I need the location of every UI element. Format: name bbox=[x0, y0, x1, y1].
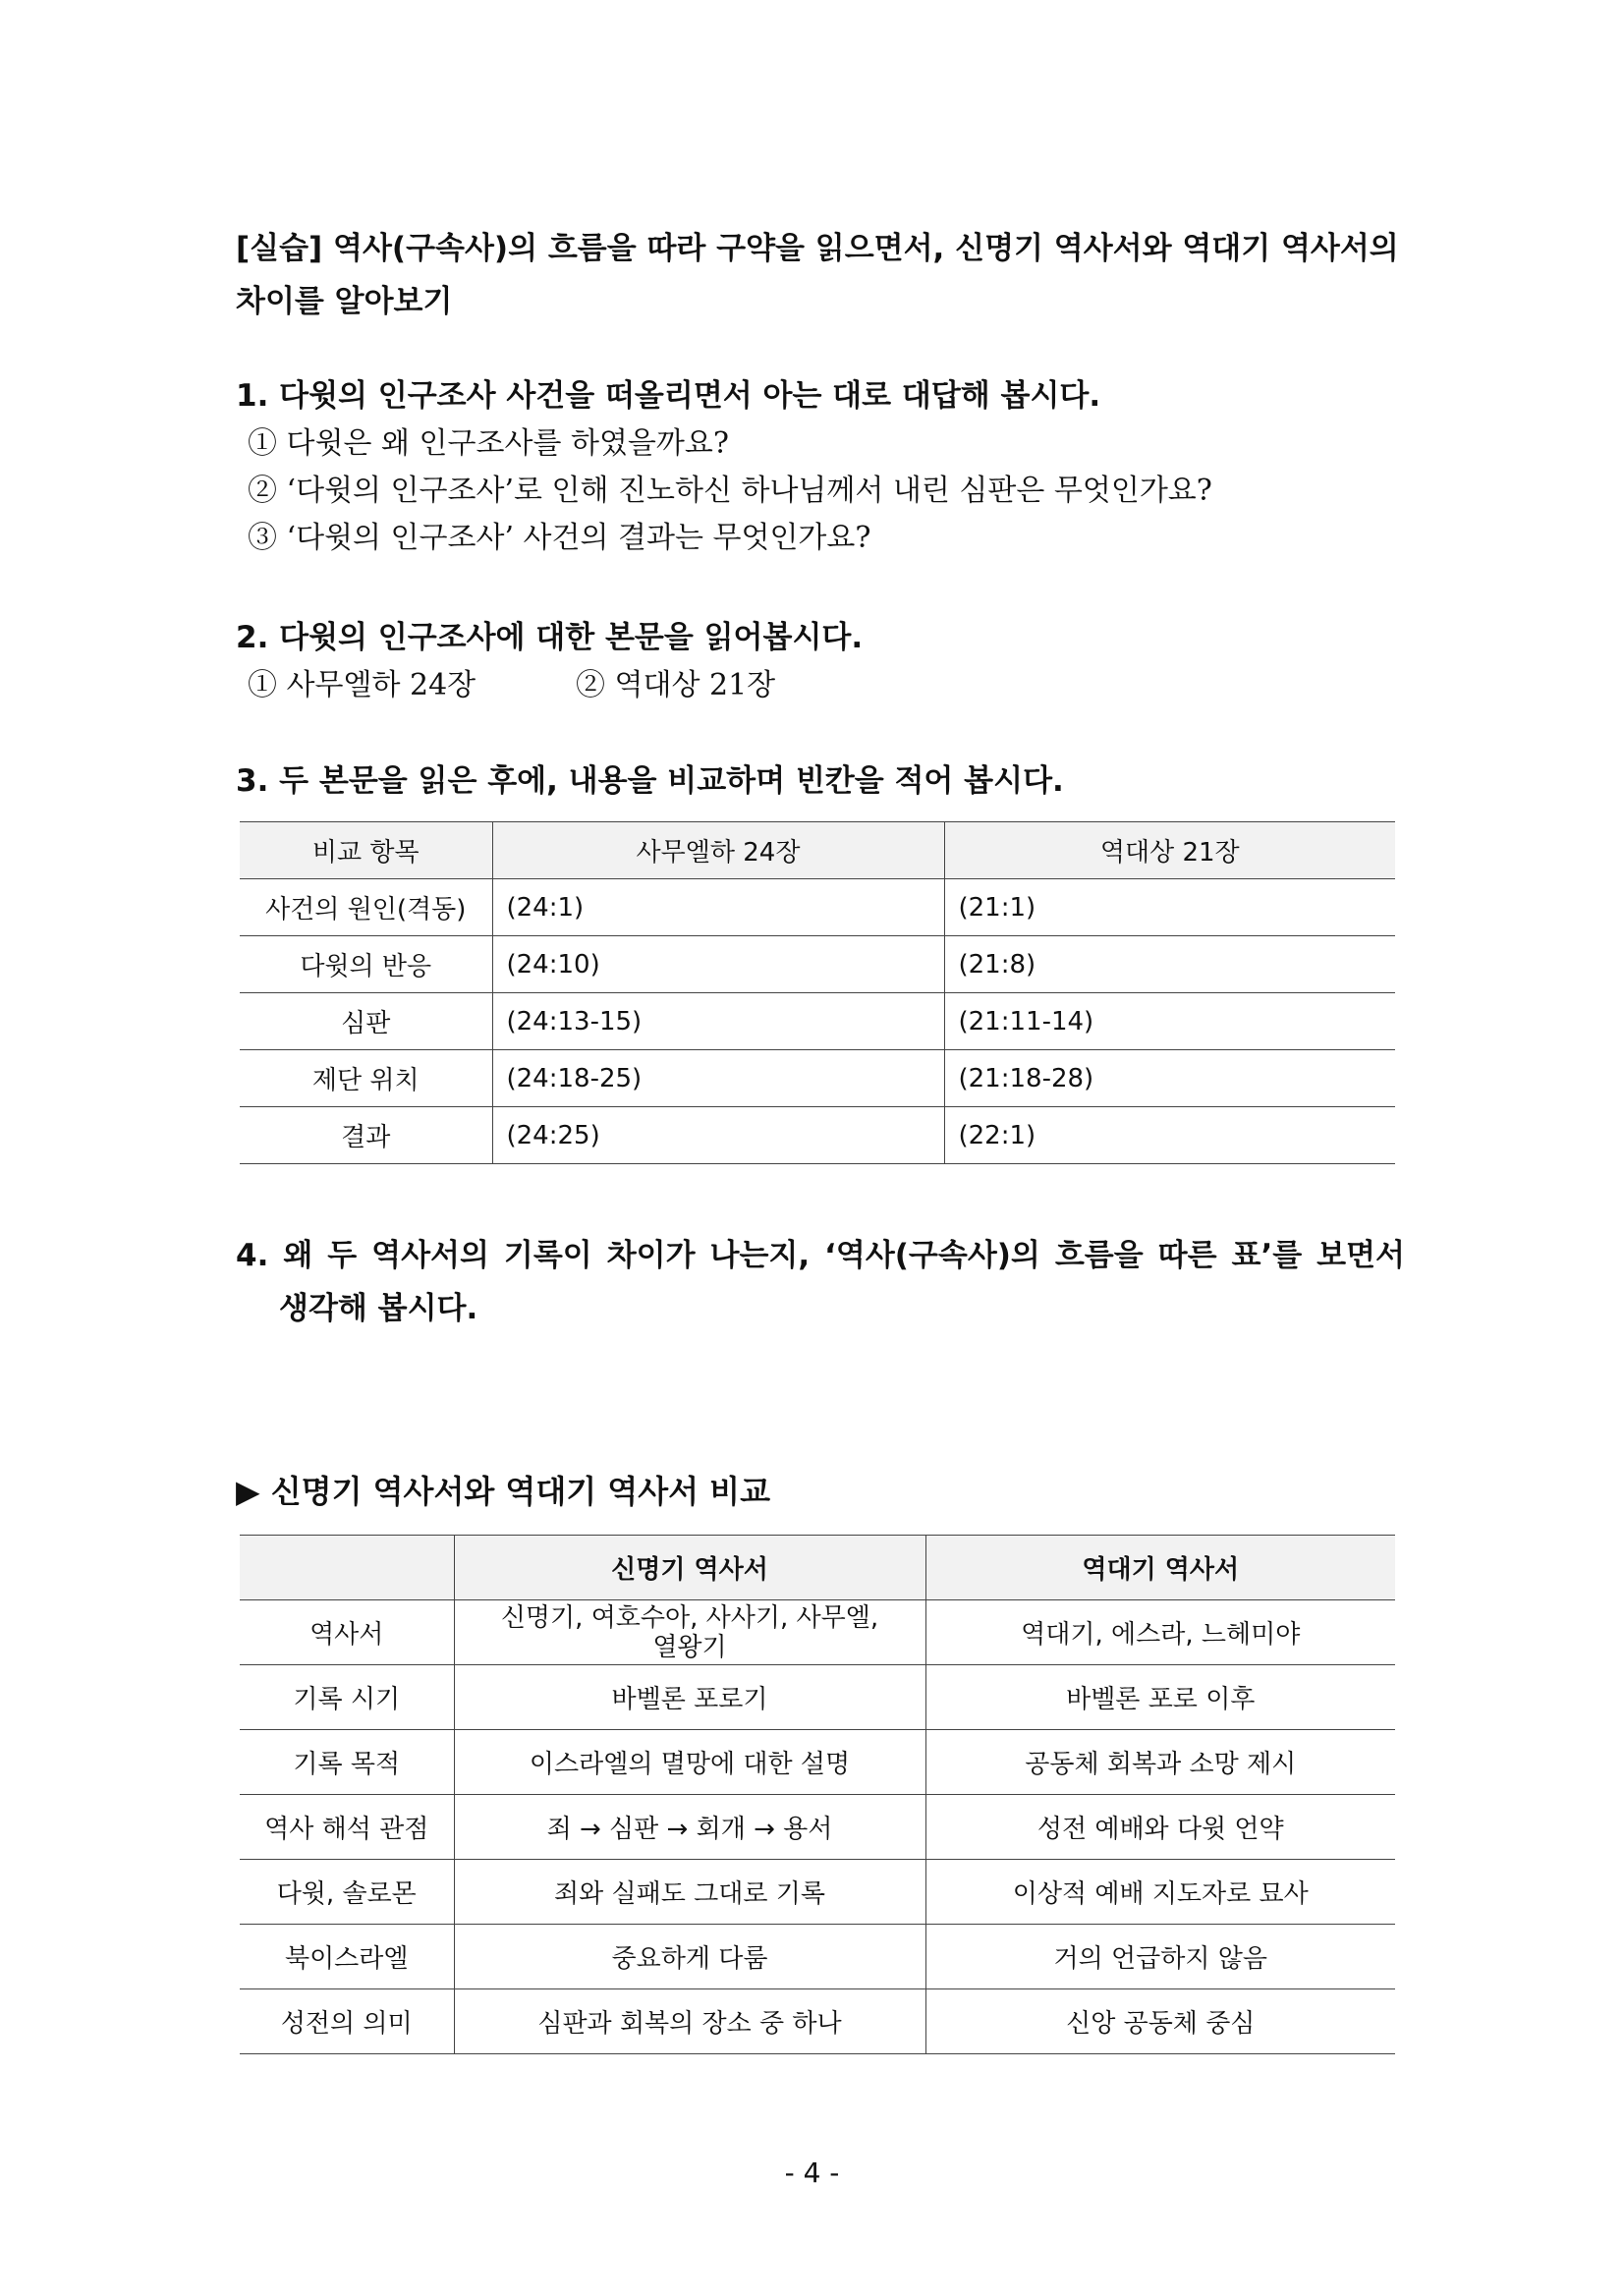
comparison-header-chronicles: 역대상 21장 bbox=[944, 822, 1395, 879]
row-label: 다윗의 반응 bbox=[240, 936, 492, 993]
table-row bbox=[240, 1665, 1395, 1730]
table-row bbox=[240, 1989, 1395, 2054]
history-header-blank bbox=[240, 1536, 454, 1600]
comparison-header-item: 비교 항목 bbox=[240, 822, 492, 879]
deuteronomistic-cell: 심판과 회복의 장소 중 하나 bbox=[454, 1989, 925, 2054]
row-label: 기록 시기 bbox=[240, 1665, 454, 1730]
row-label: 기록 목적 bbox=[240, 1730, 454, 1795]
row-label: 다윗, 솔로몬 bbox=[240, 1860, 454, 1925]
chronicler-cell: 성전 예배와 다윗 언약 bbox=[925, 1795, 1395, 1860]
question-3-title: 3. 두 본문을 읽은 후에, 내용을 비교하며 빈칸을 적어 봅시다. bbox=[236, 763, 1064, 799]
row-label: 제단 위치 bbox=[240, 1050, 492, 1107]
chronicles-reference: (21:1) bbox=[944, 879, 1395, 936]
row-label: 북이스라엘 bbox=[240, 1925, 454, 1989]
table-row bbox=[240, 1730, 1395, 1795]
chronicler-cell: 이상적 예배 지도자로 묘사 bbox=[925, 1860, 1395, 1925]
table-row bbox=[240, 993, 1395, 1050]
practice-heading bbox=[236, 222, 1405, 328]
comparison-table bbox=[240, 821, 1395, 1164]
samuel-reference: (24:18-25) bbox=[492, 1050, 944, 1107]
question-2-item-a: ① 사무엘하 24장 bbox=[248, 668, 476, 702]
row-label: 사건의 원인(격동) bbox=[240, 879, 492, 936]
section-title: ▶ 신명기 역사서와 역대기 역사서 비교 bbox=[236, 1473, 770, 1510]
chronicles-reference: (21:11-14) bbox=[944, 993, 1395, 1050]
chronicler-cell: 거의 언급하지 않음 bbox=[925, 1925, 1395, 1989]
samuel-reference: (24:1) bbox=[492, 879, 944, 936]
comparison-table-header-row bbox=[240, 822, 1395, 879]
deuteronomistic-cell: 중요하게 다룸 bbox=[454, 1925, 925, 1989]
chronicler-cell: 바벨론 포로 이후 bbox=[925, 1665, 1395, 1730]
deuteronomistic-cell: 바벨론 포로기 bbox=[454, 1665, 925, 1730]
table-row bbox=[240, 1925, 1395, 1989]
samuel-reference: (24:25) bbox=[492, 1107, 944, 1164]
table-row bbox=[240, 1050, 1395, 1107]
row-label: 성전의 의미 bbox=[240, 1989, 454, 2054]
question-1-item-1: ① 다윗은 왜 인구조사를 하였을까요? bbox=[248, 426, 729, 461]
question-2-title: 2. 다윗의 인구조사에 대한 본문을 읽어봅시다. bbox=[236, 620, 864, 655]
chronicler-cell: 공동체 회복과 소망 제시 bbox=[925, 1730, 1395, 1795]
chronicler-cell: 역대기, 에스라, 느헤미야 bbox=[925, 1600, 1395, 1665]
question-4 bbox=[236, 1229, 1405, 1335]
question-4-line-2: 생각해 봅시다. bbox=[279, 1291, 478, 1326]
question-2-item-b: ② 역대상 21장 bbox=[576, 668, 776, 702]
deuteronomistic-cell: 신명기, 여호수아, 사사기, 사무엘, 열왕기 bbox=[454, 1600, 925, 1665]
table-row bbox=[240, 879, 1395, 936]
samuel-reference: (24:13-15) bbox=[492, 993, 944, 1050]
deuteronomistic-cell: 이스라엘의 멸망에 대한 설명 bbox=[454, 1730, 925, 1795]
heading-line-2: 차이를 알아보기 bbox=[236, 284, 453, 319]
table-row bbox=[240, 1795, 1395, 1860]
heading-line-1: [실습] 역사(구속사)의 흐름을 따라 구약을 읽으면서, 신명기 역사서와 역대기 역사서의 bbox=[236, 231, 1399, 266]
samuel-reference: (24:10) bbox=[492, 936, 944, 993]
deuteronomistic-cell: 죄 → 심판 → 회개 → 용서 bbox=[454, 1795, 925, 1860]
row-label: 역사 해석 관점 bbox=[240, 1795, 454, 1860]
question-1-item-2: ② ‘다윗의 인구조사’로 인해 진노하신 하나님께서 내린 심판은 무엇인가요? bbox=[248, 474, 1212, 508]
row-label: 결과 bbox=[240, 1107, 492, 1164]
row-label: 심판 bbox=[240, 993, 492, 1050]
table-row bbox=[240, 1860, 1395, 1925]
row-label: 역사서 bbox=[240, 1600, 454, 1665]
page-number: - 4 - bbox=[784, 2156, 840, 2189]
chronicles-reference: (21:8) bbox=[944, 936, 1395, 993]
deuteronomistic-cell: 죄와 실패도 그대로 기록 bbox=[454, 1860, 925, 1925]
question-1-title: 1. 다윗의 인구조사 사건을 떠올리면서 아는 대로 대답해 봅시다. bbox=[236, 378, 1101, 414]
history-header-deuteronomistic: 신명기 역사서 bbox=[454, 1536, 925, 1600]
table-row bbox=[240, 1107, 1395, 1164]
chronicles-reference: (21:18-28) bbox=[944, 1050, 1395, 1107]
history-comparison-table bbox=[240, 1535, 1395, 2054]
table-row bbox=[240, 1600, 1395, 1665]
question-4-line-1: 4. 왜 두 역사서의 기록이 차이가 나는지, ‘역사(구속사)의 흐름을 따른 표’를 보면서 bbox=[236, 1238, 1405, 1273]
question-1-item-3: ③ ‘다윗의 인구조사’ 사건의 결과는 무엇인가요? bbox=[248, 521, 871, 555]
history-header-chronicler: 역대기 역사서 bbox=[925, 1536, 1395, 1600]
chronicler-cell: 신앙 공동체 중심 bbox=[925, 1989, 1395, 2054]
comparison-header-samuel: 사무엘하 24장 bbox=[492, 822, 944, 879]
chronicles-reference: (22:1) bbox=[944, 1107, 1395, 1164]
table-row bbox=[240, 936, 1395, 993]
history-table-header-row bbox=[240, 1536, 1395, 1600]
